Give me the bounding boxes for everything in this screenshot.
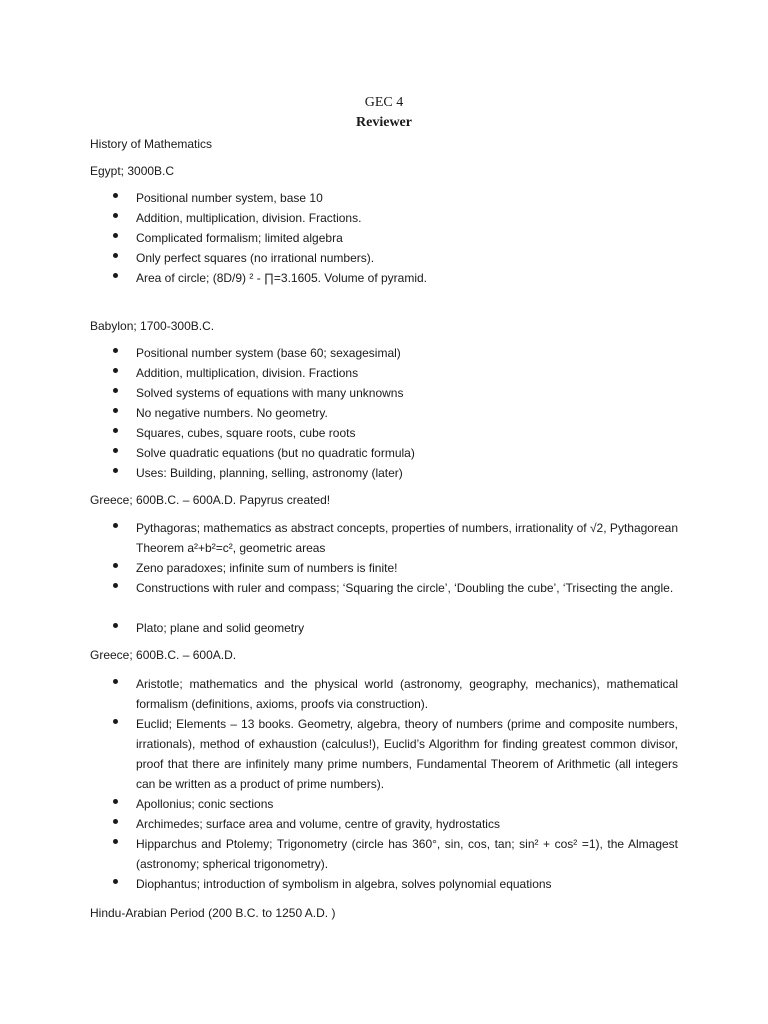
section-heading-greece: Greece; 600B.C. – 600A.D. — [90, 648, 237, 662]
section-heading-egypt: Egypt; 3000B.C — [90, 164, 175, 178]
bullet-icon — [113, 623, 118, 628]
bullet-icon — [113, 679, 118, 684]
bullet-icon — [113, 563, 118, 568]
section-heading-greece-papyrus: Greece; 600B.C. – 600A.D. Papyrus created! — [90, 493, 331, 507]
document-title: GEC 4 — [364, 95, 404, 110]
bullet-icon — [113, 448, 118, 453]
bullet-icon — [113, 368, 118, 373]
bullet-icon — [113, 468, 118, 473]
bullet-icon — [113, 839, 118, 844]
section-heading-hindu-arabian: Hindu-Arabian Period (200 B.C. to 1250 A.D. ) — [90, 906, 336, 920]
bullet-icon — [113, 819, 118, 824]
bullet-icon — [113, 233, 118, 238]
bullet-icon — [113, 348, 118, 353]
document-subtitle: Reviewer — [356, 115, 412, 130]
bullet-icon — [113, 193, 118, 198]
bullet-icon — [113, 583, 118, 588]
bullet-icon — [113, 253, 118, 258]
bullet-icon — [113, 879, 118, 884]
bullet-icon — [113, 523, 118, 528]
main-heading: History of Mathematics — [90, 137, 213, 151]
section-heading-babylon: Babylon; 1700-300B.C. — [90, 319, 215, 333]
bullet-icon — [113, 408, 118, 413]
bullet-icon — [113, 719, 118, 724]
bullet-icon — [113, 273, 118, 278]
bullet-icon — [113, 213, 118, 218]
bullet-icon — [113, 388, 118, 393]
bullet-icon — [113, 799, 118, 804]
bullet-icon — [113, 428, 118, 433]
